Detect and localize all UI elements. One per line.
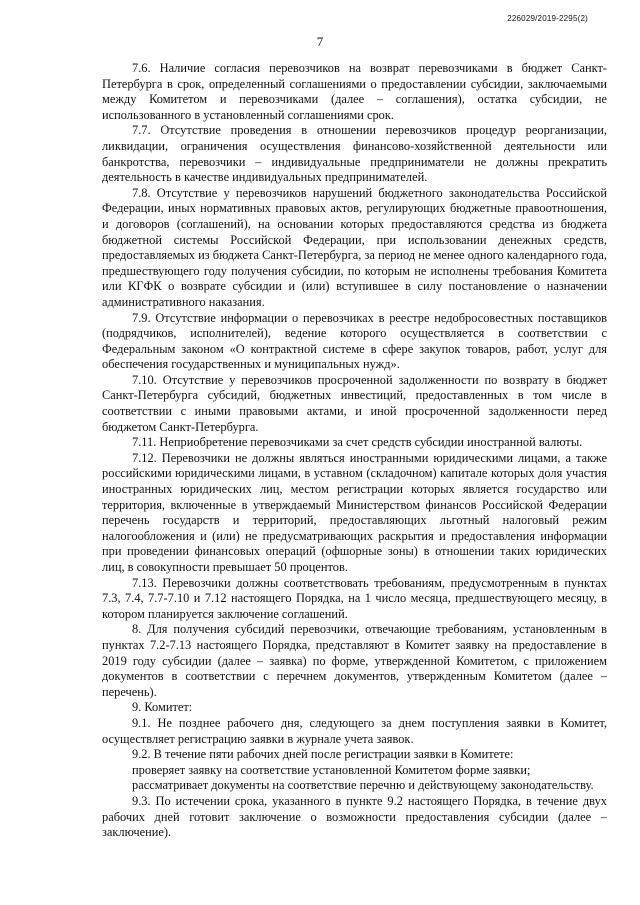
paragraph-7-9: 7.9. Отсутствие информации о перевозчиках в реестре недобросовестных поставщиков (подрядчиков, исполнителей), ведение которого осуществляется в соответствии с Федеральным законом «О контрактной системе в сфере закупок товаров, работ, услуг для обеспечения государственных и муниципальных нужд». — [102, 310, 607, 372]
paragraph-7-13: 7.13. Перевозчики должны соответствовать требованиям, предусмотренным в пунктах 7.3, 7.4, 7.7-7.10 и 7.12 настоящего Порядка, на 1 число месяца, предшествующего месяцу, в котором планируется заключение соглашений. — [102, 575, 607, 621]
paragraph-7-11: 7.11. Неприобретение перевозчиками за счет средств субсидии иностранной валюты. — [132, 435, 583, 450]
page-number: 7 — [316, 34, 324, 49]
paragraph-7-6: 7.6. Наличие согласия перевозчиков на возврат перевозчиками в бюджет Санкт-Петербурга в срок, определенный соглашениями о предоставлении субсидии, заключаемыми между Комитетом и перевозчиками (далее – соглашения), остатка субсидии, не использованного в установленный соглашениями срок. — [102, 61, 607, 122]
paragraph-7-10: 7.10. Отсутствие у перевозчиков просроченной задолженности по возврату в бюджет Санкт-Петербурга субсидий, бюджетных инвестиций, предоставленных в том числе в соответствии с иными правовыми актами, и иной просроченной задолженности перед бюджетом Санкт-Петербурга. — [102, 372, 607, 434]
paragraph-9-2-item-2: рассматривает документы на соответствие перечню и действующему законодательству. — [132, 778, 594, 793]
document-body — [102, 61, 607, 841]
document-registration-number: 226029/2019-2295(2) — [507, 14, 588, 23]
paragraph-7-7: 7.7. Отсутствие проведения в отношении перевозчиков процедур реорганизации, ликвидации, ограничения осуществления финансово-хозяйственной деятельности или банкротства, перевозчики – индивидуальные предприниматели не должны прекратить деятельность в качестве индивидуальных предпринимателей. — [102, 123, 607, 185]
paragraph-8: 8. Для получения субсидий перевозчики, отвечающие требованиям, установленным в пунктах 7.2-7.13 настоящего Порядка, представляют в Комитет заявку на предоставление в 2019 году субсидии (далее – заявка) по форме, утвержденной Комитетом, с приложением документов в соответствии с перечнем документов, утвержденным Комитетом (далее – перечень). — [102, 622, 607, 699]
paragraph-9-2: 9.2. В течение пяти рабочих дней после регистрации заявки в Комитете: — [132, 747, 514, 762]
paragraph-9-3: 9.3. По истечении срока, указанного в пункте 9.2 настоящего Порядка, в течение двух рабочих дней готовит заключение о возможности предоставления субсидии (далее – заключение). — [102, 793, 607, 840]
paragraph-7-12: 7.12. Перевозчики не должны являться иностранными юридическими лицами, а также российскими юридическими лицами, в уставном (складочном) капитале которых доля участия иностранных юридических лиц, местом регистрации которых является государство или территория, включенные в утверждаемый Министерством финансов Российской Федерации перечень государств и территорий, предоставляющих льготный налоговый режим налогообложения и (или) не предусматривающих раскрытия и предоставления информации при проведении финансовых операций (офшорные зоны) в отношении таких юридических лиц, в совокупности превышает 50 процентов. — [102, 450, 607, 574]
paragraph-7-8: 7.8. Отсутствие у перевозчиков нарушений бюджетного законодательства Российской Федерации, иных нормативных правовых актов, регулирующих бюджетные правоотношения, и договоров (соглашений), на основании которых предоставляются средства из бюджета бюджетной системы Российской Федерации, при использовании денежных средств, предоставляемых из бюджета Санкт-Петербурга, за период не менее одного календарного года, предшествующего году получения субсидии, по которым не исполнены требования Комитета или КГФК о возврате субсидии и (или) вступившее в силу постановление о назначении административного наказания. — [102, 185, 607, 309]
paragraph-9: 9. Комитет: — [132, 700, 193, 715]
paragraph-9-1: 9.1. Не позднее рабочего дня, следующего за днем поступления заявки в Комитет, осуществляет регистрацию заявки в журнале учета заявок. — [102, 715, 607, 746]
paragraph-9-2-item-1: проверяет заявку на соответствие установленной Комитетом форме заявки; — [132, 762, 531, 777]
